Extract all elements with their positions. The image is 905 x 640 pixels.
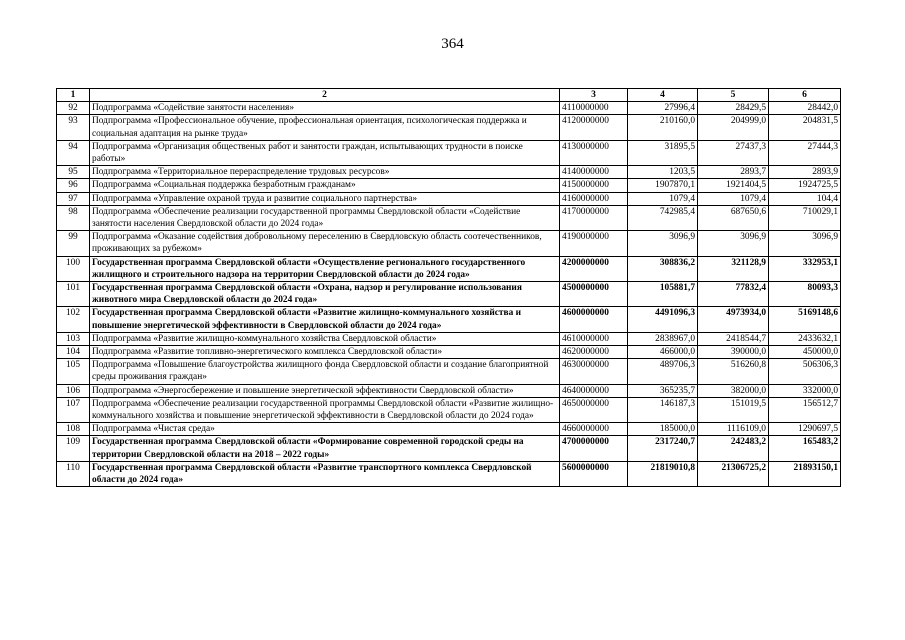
amount-cell-col4: 27996,4	[628, 102, 698, 115]
column-header: 6	[769, 89, 841, 102]
table-row	[57, 397, 841, 422]
program-name-cell: Государственная программа Свердловской области «Формирование современной городской среды на территории Свердловской области на 2018 – 2022 годы»	[90, 436, 560, 461]
target-code-cell: 4640000000	[560, 384, 628, 397]
program-name-cell: Подпрограмма «Повышение благоустройства жилищного фонда Свердловской области и создание благоприятной среды проживания граждан»	[90, 359, 560, 384]
amount-cell-col6: 332953,1	[769, 256, 841, 281]
target-code-cell: 4650000000	[560, 397, 628, 422]
table-row	[57, 346, 841, 359]
row-number-cell: 107	[57, 397, 90, 422]
table-row	[57, 384, 841, 397]
amount-cell-col4: 146187,3	[628, 397, 698, 422]
amount-cell-col4: 2317240,7	[628, 436, 698, 461]
amount-cell-col6: 104,4	[769, 192, 841, 205]
target-code-cell: 4110000000	[560, 102, 628, 115]
amount-cell-col5: 1921404,5	[698, 179, 769, 192]
amount-cell-col5: 516260,8	[698, 359, 769, 384]
amount-cell-col4: 21819010,8	[628, 461, 698, 486]
amount-cell-col5: 3096,9	[698, 231, 769, 256]
row-number-cell: 94	[57, 140, 90, 165]
amount-cell-col4: 4491096,3	[628, 307, 698, 332]
row-number-cell: 95	[57, 166, 90, 179]
amount-cell-col5: 390000,0	[698, 346, 769, 359]
program-name-cell: Государственная программа Свердловской области «Осуществление регионального государственного жилищного и строительного надзора на территории Свердловской области до 2024 года»	[90, 256, 560, 281]
amount-cell-col6: 450000,0	[769, 346, 841, 359]
target-code-cell: 4170000000	[560, 205, 628, 230]
program-name-cell: Подпрограмма «Развитие топливно-энергетического комплекса Свердловской области»	[90, 346, 560, 359]
table-row	[57, 256, 841, 281]
amount-cell-col6: 2893,9	[769, 166, 841, 179]
target-code-cell: 4610000000	[560, 332, 628, 345]
amount-cell-col5: 27437,3	[698, 140, 769, 165]
program-name-cell: Подпрограмма «Организация общественых работ и занятости граждан, испытывающих трудности в поиске работы»	[90, 140, 560, 165]
table-row	[57, 140, 841, 165]
program-name-cell: Подпрограмма «Энергосбережение и повышение энергетической эффективности Свердловской области»	[90, 384, 560, 397]
program-name-cell: Подпрограмма «Территориальное перераспределение трудовых ресурсов»	[90, 166, 560, 179]
amount-cell-col6: 165483,2	[769, 436, 841, 461]
table-body	[57, 102, 841, 487]
amount-cell-col4: 742985,4	[628, 205, 698, 230]
amount-cell-col4: 185000,0	[628, 423, 698, 436]
amount-cell-col6: 80093,3	[769, 282, 841, 307]
amount-cell-col5: 1079,4	[698, 192, 769, 205]
amount-cell-col6: 204831,5	[769, 115, 841, 140]
target-code-cell: 4600000000	[560, 307, 628, 332]
amount-cell-col6: 2433632,1	[769, 332, 841, 345]
row-number-cell: 110	[57, 461, 90, 486]
column-header: 5	[698, 89, 769, 102]
row-number-cell: 97	[57, 192, 90, 205]
amount-cell-col6: 506306,3	[769, 359, 841, 384]
amount-cell-col5: 151019,5	[698, 397, 769, 422]
amount-cell-col5: 321128,9	[698, 256, 769, 281]
table-row	[57, 461, 841, 486]
amount-cell-col6: 5169148,6	[769, 307, 841, 332]
row-number-cell: 93	[57, 115, 90, 140]
table-row	[57, 423, 841, 436]
table-header-row	[57, 89, 841, 102]
row-number-cell: 102	[57, 307, 90, 332]
table-row	[57, 179, 841, 192]
amount-cell-col5: 4973934,0	[698, 307, 769, 332]
amount-cell-col6: 1290697,5	[769, 423, 841, 436]
table-row	[57, 192, 841, 205]
amount-cell-col6: 3096,9	[769, 231, 841, 256]
amount-cell-col6: 710029,1	[769, 205, 841, 230]
table-row	[57, 307, 841, 332]
amount-cell-col4: 489706,3	[628, 359, 698, 384]
program-name-cell: Подпрограмма «Оказание содействия добровольному переселению в Свердловскую область соотечественников, проживающих за рубежом»	[90, 231, 560, 256]
amount-cell-col5: 687650,6	[698, 205, 769, 230]
row-number-cell: 109	[57, 436, 90, 461]
program-name-cell: Государственная программа Свердловской области «Развитие жилищно-коммунального хозяйства и повышение энергетической эффективности в Свердловской области до 2024 года»	[90, 307, 560, 332]
table-row	[57, 282, 841, 307]
amount-cell-col6: 27444,3	[769, 140, 841, 165]
row-number-cell: 101	[57, 282, 90, 307]
table-row	[57, 231, 841, 256]
page-number: 364	[441, 36, 464, 52]
row-number-cell: 98	[57, 205, 90, 230]
column-header: 4	[628, 89, 698, 102]
program-name-cell: Подпрограмма «Профессиональное обучение, профессиональная ориентация, психологическая поддержка и социальная адаптация на рынке труда»	[90, 115, 560, 140]
target-code-cell: 4190000000	[560, 231, 628, 256]
target-code-cell: 4160000000	[560, 192, 628, 205]
program-name-cell: Государственная программа Свердловской области «Развитие транспортного комплекса Свердловской области до 2024 года»	[90, 461, 560, 486]
amount-cell-col4: 1079,4	[628, 192, 698, 205]
target-code-cell: 4140000000	[560, 166, 628, 179]
budget-table	[56, 88, 841, 487]
row-number-cell: 96	[57, 179, 90, 192]
amount-cell-col5: 1116109,0	[698, 423, 769, 436]
table-row	[57, 102, 841, 115]
amount-cell-col4: 1203,5	[628, 166, 698, 179]
table-row	[57, 332, 841, 345]
amount-cell-col4: 308836,2	[628, 256, 698, 281]
target-code-cell: 4700000000	[560, 436, 628, 461]
target-code-cell: 4620000000	[560, 346, 628, 359]
target-code-cell: 4130000000	[560, 140, 628, 165]
amount-cell-col5: 382000,0	[698, 384, 769, 397]
amount-cell-col5: 28429,5	[698, 102, 769, 115]
amount-cell-col4: 105881,7	[628, 282, 698, 307]
target-code-cell: 4660000000	[560, 423, 628, 436]
amount-cell-col6: 28442,0	[769, 102, 841, 115]
program-name-cell: Подпрограмма «Обеспечение реализации государственной программы Свердловской области «Содействие занятости населения Свердловской области до 2024 года»	[90, 205, 560, 230]
row-number-cell: 106	[57, 384, 90, 397]
amount-cell-col6: 1924725,5	[769, 179, 841, 192]
amount-cell-col5: 204999,0	[698, 115, 769, 140]
amount-cell-col4: 466000,0	[628, 346, 698, 359]
target-code-cell: 4150000000	[560, 179, 628, 192]
row-number-cell: 99	[57, 231, 90, 256]
amount-cell-col4: 365235,7	[628, 384, 698, 397]
row-number-cell: 92	[57, 102, 90, 115]
table-row	[57, 205, 841, 230]
program-name-cell: Подпрограмма «Чистая среда»	[90, 423, 560, 436]
program-name-cell: Подпрограмма «Содействие занятости населения»	[90, 102, 560, 115]
row-number-cell: 104	[57, 346, 90, 359]
amount-cell-col4: 3096,9	[628, 231, 698, 256]
amount-cell-col5: 242483,2	[698, 436, 769, 461]
amount-cell-col4: 1907870,1	[628, 179, 698, 192]
column-header: 2	[90, 89, 560, 102]
program-name-cell: Подпрограмма «Управление охраной труда и развитие социального партнерства»	[90, 192, 560, 205]
table-row	[57, 115, 841, 140]
table-row	[57, 436, 841, 461]
row-number-cell: 105	[57, 359, 90, 384]
column-header: 3	[560, 89, 628, 102]
amount-cell-col6: 21893150,1	[769, 461, 841, 486]
program-name-cell: Подпрограмма «Развитие жилищно-коммунального хозяйства Свердловской области»	[90, 332, 560, 345]
amount-cell-col5: 2418544,7	[698, 332, 769, 345]
target-code-cell: 4200000000	[560, 256, 628, 281]
program-name-cell: Государственная программа Свердловской области «Охрана, надзор и регулирование использования животного мира Свердловской области до 2024 года»	[90, 282, 560, 307]
target-code-cell: 4500000000	[560, 282, 628, 307]
target-code-cell: 5600000000	[560, 461, 628, 486]
row-number-cell: 100	[57, 256, 90, 281]
column-header: 1	[57, 89, 90, 102]
amount-cell-col4: 2838967,0	[628, 332, 698, 345]
amount-cell-col6: 156512,7	[769, 397, 841, 422]
program-name-cell: Подпрограмма «Социальная поддержка безработным гражданам»	[90, 179, 560, 192]
amount-cell-col5: 77832,4	[698, 282, 769, 307]
row-number-cell: 108	[57, 423, 90, 436]
target-code-cell: 4120000000	[560, 115, 628, 140]
table-row	[57, 166, 841, 179]
amount-cell-col5: 21306725,2	[698, 461, 769, 486]
amount-cell-col6: 332000,0	[769, 384, 841, 397]
row-number-cell: 103	[57, 332, 90, 345]
amount-cell-col4: 210160,0	[628, 115, 698, 140]
amount-cell-col5: 2893,7	[698, 166, 769, 179]
table-row	[57, 359, 841, 384]
amount-cell-col4: 31895,5	[628, 140, 698, 165]
target-code-cell: 4630000000	[560, 359, 628, 384]
program-name-cell: Подпрограмма «Обеспечение реализации государственной программы Свердловской области «Развитие жилищно-коммунального хозяйства и повышение энергетической эффективности в Свердловской области до 2024 года»	[90, 397, 560, 422]
